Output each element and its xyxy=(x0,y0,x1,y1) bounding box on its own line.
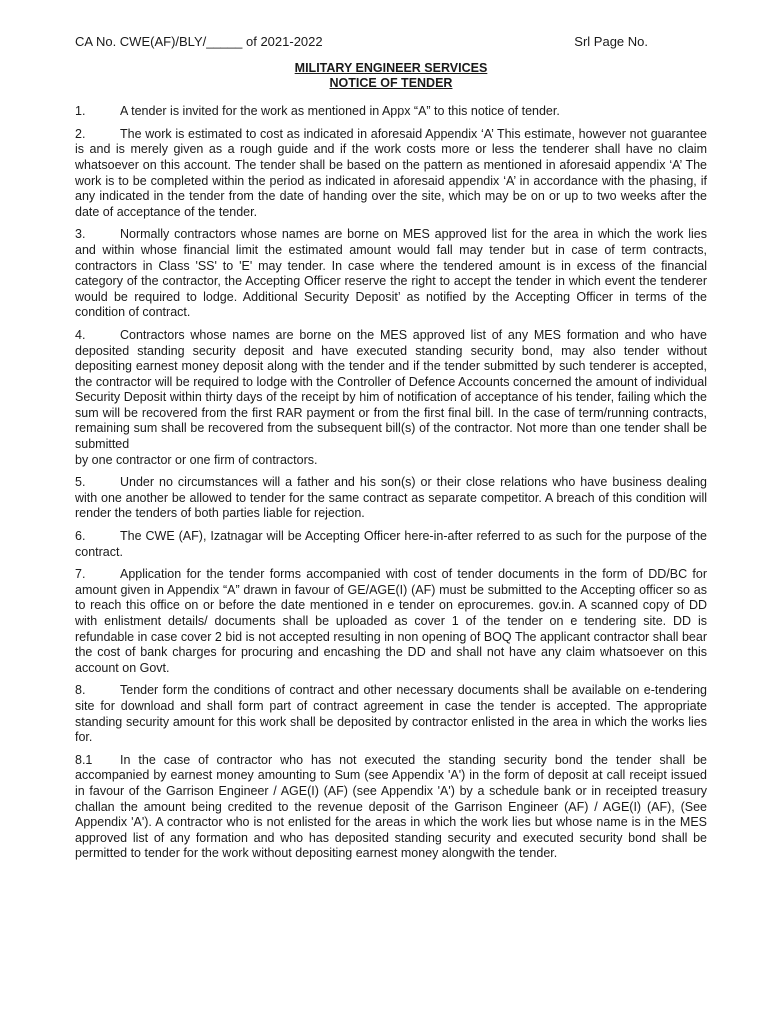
paragraph-text: Under no circumstances will a father and his son(s) or their close relations who have business dealing with one another be allowed to tender for the same contract as separate competitor. A breach of this condition will render the tenders of both parties liable for rejection. xyxy=(75,475,707,521)
paragraph-text: Contractors whose names are borne on the MES approved list of any MES formation and who have deposited standing security deposit and have executed standing security bond, may also tender without depositing earnest money deposit along with the tender and if the tender submitted by such tenderer is accepted, the contractor will be required to lodge with the Controller of Defence Accounts concerned the amount of individual Security Deposit within thirty days of the receipt by him of notification of acceptance of his tender, failing which the sum will be recovered from the first RAR payment or from the first final bill. In the case of term/running contracts, remaining sum shall be recovered from the subsequent bill(s) of the contractor. Not more than one tender shall be submitted xyxy=(75,327,707,452)
paragraph-number: 3. xyxy=(75,227,86,242)
paragraph-number: 4. xyxy=(75,327,86,342)
paragraph-number: 8. xyxy=(75,683,86,698)
paragraph-text: Tender form the conditions of contract and other necessary documents shall be available on e-tendering site for download and shall form part of contract agreement in case the tender is accepted. The appropriate standing security amount for this work shall be deposited by contractor enlisted in the area in which the works lies for. xyxy=(75,683,707,745)
paragraph-number: 1. xyxy=(75,104,86,119)
paragraph-text: Normally contractors whose names are borne on MES approved list for the area in which the work lies and within whose financial limit the estimated amount would fall may tender but in case of term contracts, contractors in Class 'SS' to 'E' may tender. In case where the tendered amount is in excess of the financial category of the contractor, the Accepting Officer reserve the right to accept the tender in which event the tenderer would be required to lodge. Additional Security Deposit’ as notified by the Accepting Officer in terms of the condition of contract. xyxy=(75,227,707,320)
document-title xyxy=(75,61,707,90)
paragraph-6 xyxy=(75,529,707,560)
paragraph-text: Application for the tender forms accompanied with cost of tender documents in the form of DD/BC for amount given in Appendix “A” drawn in favour of GE/AGE(I) (AF) must be submitted to the Accepting officer so as to reach this office on or before the date mentioned in e tender on eprocuremes. gov.in. A scanned copy of DD with enlistment details/ documents shall be uploaded as cover 1 of the tender on e tendering site. DD is refundable in case cover 2 bid is not accepted resulting in non opening of BOQ The applicant contractor shall bear the cost of bank charges for procuring and encashing the DD and shall not have any claim whatsoever on this account on Govt. xyxy=(75,567,707,675)
paragraph-8 xyxy=(75,683,707,745)
paragraph-number: 5. xyxy=(75,475,86,490)
paragraph-number: 2. xyxy=(75,126,86,141)
paragraph-8-1 xyxy=(75,753,707,862)
paragraph-number: 6. xyxy=(75,529,86,544)
serial-page-number: Srl Page No. xyxy=(574,34,648,49)
paragraph-1 xyxy=(75,104,707,120)
paragraph-2 xyxy=(75,127,707,221)
paragraph-text: The work is estimated to cost as indicated in aforesaid Appendix ‘A’ This estimate, however not guarantee is and is merely given as a rough guide and if the work costs more or less the tenderer shall have no claim whatsoever on this account. The tender shall be based on the pattern as mentioned in aforesaid appendix ‘A’ The work is to be completed within the period as indicated in aforesaid appendix ‘A’ in accordance with the phasing, if any indicated in the tender from the date of handing over the site, which may be on or up to two weeks after the date of acceptance of the tender. xyxy=(75,126,707,219)
paragraph-5 xyxy=(75,475,707,522)
paragraph-text: A tender is invited for the work as mentioned in Appx “A” to this notice of tender. xyxy=(120,104,560,119)
paragraph-4 xyxy=(75,328,707,468)
paragraph-text-tail: by one contractor or one firm of contractors. xyxy=(75,452,318,467)
page-header xyxy=(75,34,707,50)
paragraph-number: 8.1 xyxy=(75,752,93,767)
paragraph-3 xyxy=(75,227,707,321)
title-line-1: MILITARY ENGINEER SERVICES xyxy=(294,61,488,75)
paragraph-text: The CWE (AF), Izatnagar will be Accepting Officer here-in-after referred to as such for the purpose of the contract. xyxy=(75,529,707,559)
paragraph-text: In the case of contractor who has not executed the standing security bond the tender shall be accompanied by earnest money amounting to Sum (see Appendix 'A') in the form of deposit at call receipt issued in favour of the Garrison Engineer / AGE(I) (AF) (see Appendix 'A') by a schedule bank or in receipted treasury challan the amount being credited to the revenue deposit of the Garrison Engineer (AF) / AGE(I) (AF), (See Appendix 'A'). A contractor who is not enlisted for the areas in which the work lies but whose name is in the MES approved list of any formation and who has deposited standing security and executed security bond shall be permitted to tender for the work without depositing earnest money alongwith the tender. xyxy=(75,752,707,861)
ca-number: CA No. CWE(AF)/BLY/_____ of 2021-2022 xyxy=(75,34,323,49)
title-line-2: NOTICE OF TENDER xyxy=(329,75,453,90)
paragraph-number: 7. xyxy=(75,567,86,582)
paragraph-7 xyxy=(75,567,707,676)
